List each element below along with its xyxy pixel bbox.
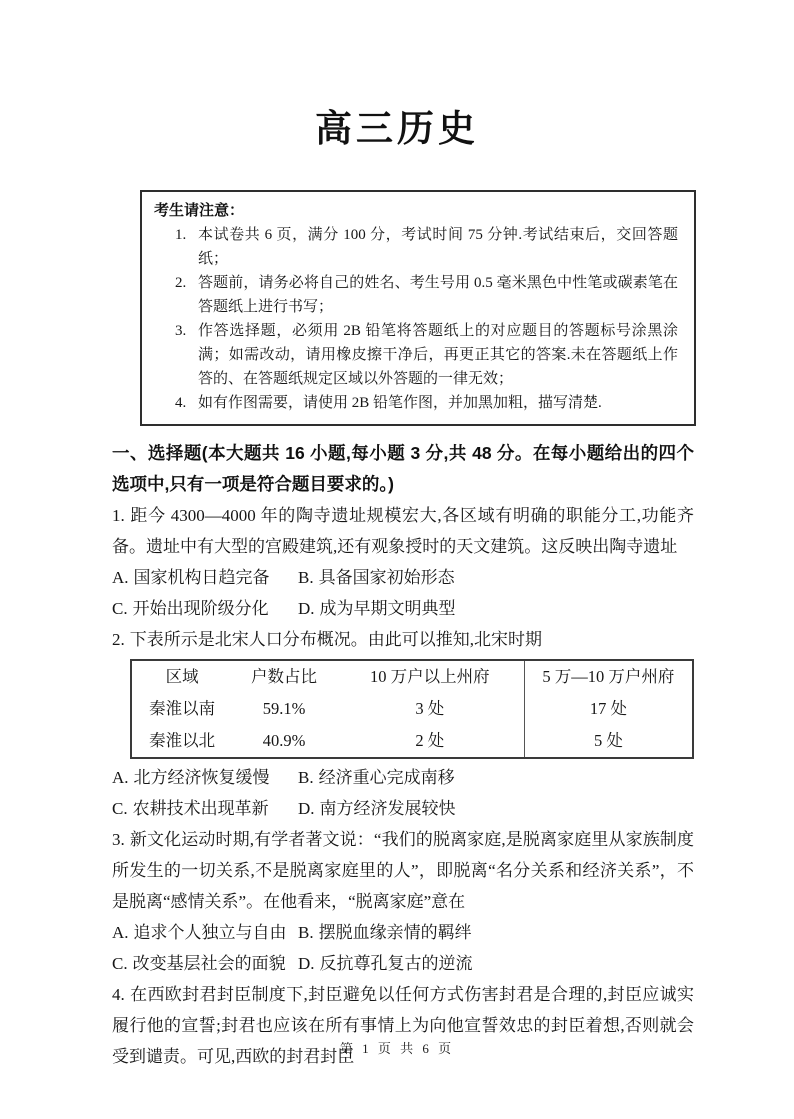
option-label: C. bbox=[112, 954, 128, 973]
table-header-cell: 5 万—10 万户州府 bbox=[524, 660, 693, 693]
option-b bbox=[298, 762, 694, 793]
question-number: 3. bbox=[112, 830, 125, 849]
question-3-stem bbox=[112, 824, 694, 917]
question-stem-text: 距今 4300—4000 年的陶寺遗址规模宏大,各区域有明确的职能分工,功能齐备。遗址中有大型的宫殿建筑,还有观象授时的天文建筑。这反映出陶寺遗址 bbox=[112, 506, 694, 556]
table-row bbox=[131, 693, 693, 725]
question-number: 2. bbox=[112, 630, 125, 649]
option-label: D. bbox=[298, 954, 315, 973]
option-label: C. bbox=[112, 799, 128, 818]
question-number: 4. bbox=[112, 985, 125, 1004]
table-cell: 17 处 bbox=[524, 693, 693, 725]
question-3-options bbox=[112, 917, 694, 979]
option-label: A. bbox=[112, 568, 129, 587]
question-stem-text: 在西欧封君封臣制度下,封臣避免以任何方式伤害封君是合理的,封臣应诚实履行他的宣誓;封君也应该在所有事情上为向他宣誓效忠的封臣着想,否则就会受到谴责。可见,西欧的封君封臣 bbox=[112, 985, 694, 1066]
notice-item-text: 如有作图需要，请使用 2B 铅笔作图，并加黑加粗，描写清楚. bbox=[198, 395, 602, 411]
notice-item bbox=[154, 271, 678, 319]
notice-item-text: 作答选择题，必须用 2B 铅笔将答题纸上的对应题目的答题标号涂黑涂满；如需改动，请用橡皮擦干净后，再更正其它的答案.未在答题纸上作答的、在答题纸规定区域以外答题的一律无效； bbox=[198, 323, 678, 387]
option-text: 成为早期文明典型 bbox=[319, 599, 456, 618]
option-label: C. bbox=[112, 599, 128, 618]
option-text: 摆脱血缘亲情的羁绊 bbox=[318, 923, 472, 942]
question-number: 1. bbox=[112, 506, 125, 525]
notice-box bbox=[140, 190, 696, 426]
option-label: A. bbox=[112, 768, 129, 787]
page-footer: 第 1 页 共 6 页 bbox=[339, 1041, 455, 1056]
notice-item-text: 答题前，请务必将自己的姓名、考生号用 0.5 毫米黑色中性笔或碳素笔在答题纸上进行书写； bbox=[198, 275, 678, 315]
question-2-options bbox=[112, 762, 694, 824]
table-cell: 秦淮以北 bbox=[149, 731, 216, 750]
option-text: 开始出现阶级分化 bbox=[132, 599, 269, 618]
option-text: 追求个人独立与自由 bbox=[133, 923, 287, 942]
notice-item-number: 4. bbox=[175, 395, 187, 411]
table-header-cell: 区域 bbox=[165, 667, 199, 686]
table-cell: 2 处 bbox=[415, 731, 445, 750]
option-text: 国家机构日趋完备 bbox=[133, 568, 270, 587]
option-text: 北方经济恢复缓慢 bbox=[133, 768, 270, 787]
option-text: 南方经济发展较快 bbox=[319, 799, 456, 818]
table-header-cell: 户数占比 bbox=[251, 667, 318, 686]
question-2 bbox=[112, 624, 694, 824]
option-b bbox=[298, 562, 694, 593]
option-a bbox=[112, 917, 298, 948]
question-stem-text: 新文化运动时期,有学者著文说：“我们的脱离家庭,是脱离家庭里从家族制度所发生的一切关系,不是脱离家庭里的人”，即脱离“名分关系和经济关系”，不是脱离“感情关系”。在他看来，“脱离家庭”意在 bbox=[112, 830, 694, 911]
table-row bbox=[131, 725, 693, 758]
option-text: 经济重心完成南移 bbox=[318, 768, 455, 787]
question-1-options bbox=[112, 562, 694, 624]
table-cell: 秦淮以南 bbox=[149, 699, 216, 718]
table-cell: 40.9% bbox=[262, 731, 306, 750]
question-4 bbox=[112, 979, 694, 1072]
option-text: 改变基层社会的面貌 bbox=[132, 954, 286, 973]
option-label: B. bbox=[298, 568, 314, 587]
option-text: 具备国家初始形态 bbox=[318, 568, 455, 587]
notice-item-number: 3. bbox=[175, 323, 187, 339]
option-label: B. bbox=[298, 923, 314, 942]
question-3 bbox=[112, 824, 694, 979]
question-2-stem bbox=[112, 624, 694, 655]
option-c bbox=[112, 948, 298, 979]
option-c bbox=[112, 793, 298, 824]
question-4-stem bbox=[112, 979, 694, 1072]
table-header-row bbox=[131, 660, 693, 693]
option-label: B. bbox=[298, 768, 314, 787]
table-cell: 59.1% bbox=[262, 699, 306, 718]
option-label: D. bbox=[298, 799, 315, 818]
table-cell: 5 处 bbox=[524, 725, 693, 758]
notice-item-text: 本试卷共 6 页，满分 100 分，考试时间 75 分钟.考试结束后，交回答题纸； bbox=[198, 227, 678, 267]
option-d bbox=[298, 793, 694, 824]
option-d bbox=[298, 948, 694, 979]
notice-item bbox=[154, 391, 678, 415]
notice-item-number: 1. bbox=[175, 227, 187, 243]
option-a bbox=[112, 762, 298, 793]
notice-item-number: 2. bbox=[175, 275, 187, 291]
question-1-stem bbox=[112, 500, 694, 562]
option-text: 农耕技术出现革新 bbox=[132, 799, 269, 818]
notice-item bbox=[154, 319, 678, 391]
section-heading: 一、选择题(本大题共 16 小题,每小题 3 分,共 48 分。在每小题给出的四个选项中,只有一项是符合题目要求的。) bbox=[112, 443, 694, 494]
option-c bbox=[112, 593, 298, 624]
question-1 bbox=[112, 500, 694, 624]
option-b bbox=[298, 917, 694, 948]
option-label: D. bbox=[298, 599, 315, 618]
option-d bbox=[298, 593, 694, 624]
table-header-cell: 10 万户以上州府 bbox=[370, 667, 490, 686]
option-text: 反抗尊孔复古的逆流 bbox=[319, 954, 473, 973]
page-title: 高三历史 bbox=[315, 109, 479, 150]
population-distribution-table bbox=[130, 659, 694, 759]
question-stem-text: 下表所示是北宋人口分布概况。由此可以推知,北宋时期 bbox=[129, 630, 542, 649]
notice-heading: 考生请注意： bbox=[154, 202, 245, 219]
option-a bbox=[112, 562, 298, 593]
notice-item bbox=[154, 223, 678, 271]
table-cell: 3 处 bbox=[415, 699, 445, 718]
option-label: A. bbox=[112, 923, 129, 942]
exam-content bbox=[112, 438, 694, 1072]
